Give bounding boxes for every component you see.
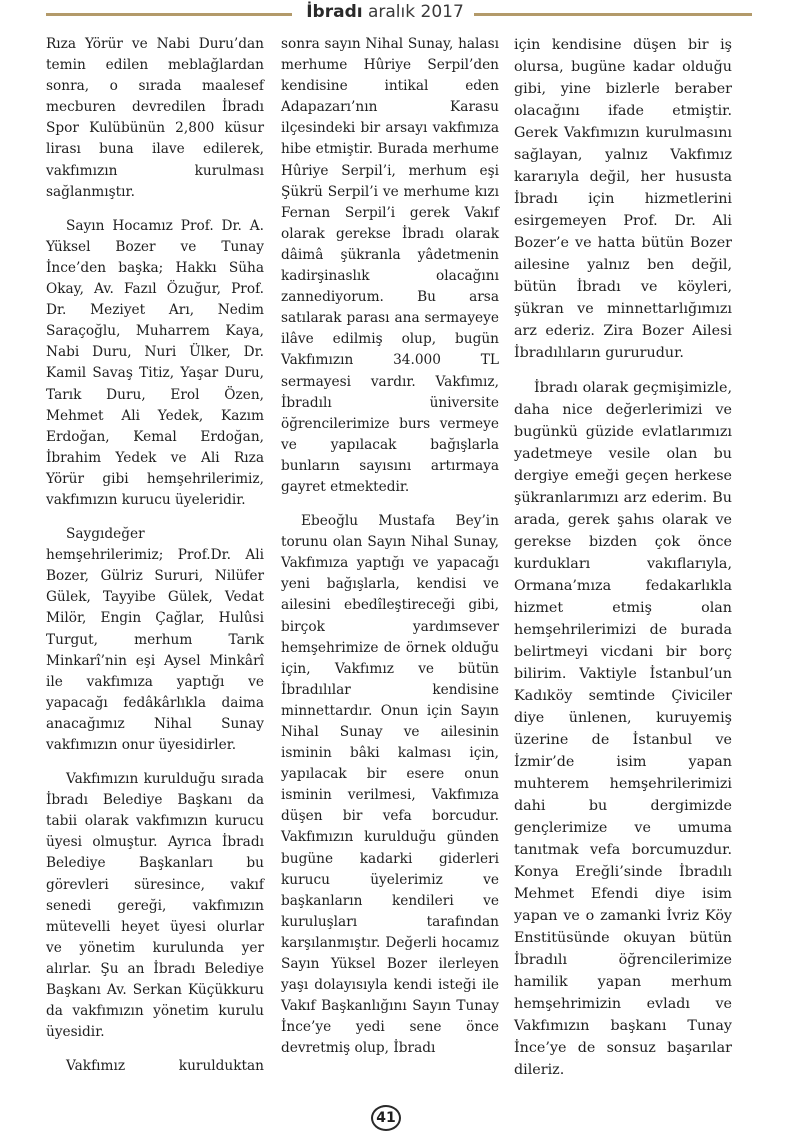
paragraph: Vakfımızın kurulduğu sırada İbradı Belediye Başkanı da tabii olarak vakfımızın kurucu üyesi olmuştur. Ayrıca İbradı Belediye Başkanları bu görevleri süresince, vakıf senedi gereği, vakfımızın mütevelli heyet üyesi olurlar ve yönetim kurulunda yer alırlar. Şu an İbradı Belediye Başkanı Av. Serkan Küçükkuru da vakfımızın yönetim kurulu üyesidir. bbox=[46, 771, 264, 1041]
paragraph: Sayın Hocamız Prof. Dr. A. Yüksel Bozer ve Tunay İnce’den başka; Hakkı Süha Okay, Av. Fazıl Özuğur, Prof. Dr. Meziyet Arı, Nedim Saraçoğlu, Muharrem Kaya, Nabi Duru, Nuri Ülker, Dr. Kamil Savaş Titiz, Yaşar Duru, Tarık Duru, Erol Özen, Mehmet Ali Yedek, Kazım Erdoğan, Kemal Erdoğan, İbrahim Yedek ve Ali Rıza Yörür gibi hemşehrilerimiz, vakfımızın kurucu üyeleridir. bbox=[46, 217, 264, 508]
paragraph: sonra sayın Nihal Sunay, halası merhume Hûriye Serpil’den kendisine intikal eden Adapazarı’nın Karasu ilçesindeki bir arsayı vakfımıza hibe etmiştir. Burada merhume Hûriye Serpil’i, merhum eşi Şükrü Serpil’i ve merhume kızı Fernan Serpil’i gerek Vakıf olarak gerekse İbradı olarak dâimâ şükranla yâdetmenin kadirşinaslık olacağını zannediyorum. Bu arsa satılarak parası ana sermayeye ilâve edilmiş olup, bugün Vakfımızın 34.000 TL sermayesi vardır. Vakfımız, İbradılı üniversite öğrencilerimize burs vermeye ve yapılacak bağışlarla bunların sayısını artırmaya gayret etmektedir. bbox=[281, 36, 499, 495]
header-rule-left bbox=[46, 13, 292, 16]
running-head bbox=[300, 2, 470, 22]
paragraph: için kendisine düşen bir iş olursa, bugüne kadar olduğu gibi, yine bizlerle beraber olacağını ifade etmiştir. Gerek Vakfımızın kurulmasını sağlayan, yalnız Vakfımız kararıyla değil, her hususta İbradı için hizmetlerini esirgemeyen Prof. Dr. Ali Bozer’e ve hatta bütün Bozer ailesine yalnız ben değil, bütün İbradı ve köyleri, şükran ve minnettarlığımızı arz ederiz. Zira Bozer Ailesi İbradılıların gururudur. bbox=[514, 37, 732, 361]
page-number: 41 bbox=[371, 1105, 401, 1131]
magazine-name: İbradı bbox=[306, 2, 363, 22]
paragraph: Vakfımız kurulduktan bbox=[66, 1058, 264, 1075]
paragraph: İbradı olarak geçmişimizle, daha nice değerlerimizi ve bugünkü güzide evlatlarımızı yadetmeye vesile olan bu dergiye emeği geçen herkese şükranlarımızı arz ederim. Bu arada, gerek şahıs olarak ve gerekse bizden çok önce kurdukları vakıflarıyla, Ormana’mıza fedakarlıkla hizmet etmiş olan hemşehrilerimizi de burada belirtmeyi vicdani bir borç bilirim. Vaktiyle İstanbul’un Kadıköy semtinde Çiviciler diye ünlenen, kuruyemiş üzerine de İstanbul ve İzmir’de isim yapan muhterem hemşehrilerimizi dahi bu dergimizde gençlerimize ve umuma tanıtmak vefa borcumuzdur. Konya Ereğli’sinde İbradılı Mehmet Efendi diye isim yapan ve o zamanki İvriz Köy Enstitüsünde okuyan bütün İbradılı öğrencilerimize hamilik yapan merhum hemşehrimizin evladı ve Vakfımızın başkanı Tunay İnce’ye de sonsuz başarılar dileriz. bbox=[514, 380, 732, 1078]
text-column-2 bbox=[281, 34, 499, 1073]
paragraph: Saygıdeğer hemşehrilerimiz; Prof.Dr. Ali Bozer, Gülriz Sururi, Nilüfer Gülek, Tayyibe Gülek, Vedat Milör, Engin Çağlar, Hulûsi Turgut, merhum Tarık Minkarî’nin eşi Aysel Minkârî ile vakfımıza yaptığı ve yapacağı fedâkârlıkla daima anacağımız Nihal Sunay vakfımızın onur üyesidirler. bbox=[46, 526, 264, 753]
text-column-1 bbox=[46, 34, 264, 1090]
text-column-3 bbox=[514, 34, 732, 1094]
issue-date: aralık 2017 bbox=[367, 2, 464, 22]
paragraph: Ebeoğlu Mustafa Bey’in torunu olan Sayın Nihal Sunay, Vakfımıza yaptığı ve yapacağı yeni bağışlarla, kendisi ve ailesini ebedîleştireceği gibi, birçok yardımsever hemşehrimize de örnek olduğu için, Vakfımız ve bütün İbradılılar kendisine minnettardır. Onun için Sayın Nihal Sunay ve ailesinin isminin bâki kalması için, yapılacak bir esere onun isminin verilmesi, Vakfımıza düşen bir vefa borcudur. Vakfımızın kurulduğu günden bugüne kadarki giderleri kurucu üyelerimiz ve başkanların kendileri ve kuruluşları tarafından karşılanmıştır. Değerli hocamız Sayın Yüksel Bozer ilerleyen yaşı dolayısıyla kendi isteği ile Vakıf Başkanlığını Sayın Tunay İnce’ye yedi sene önce devretmiş olup, İbradı bbox=[281, 513, 499, 1057]
header-rule-right bbox=[474, 13, 752, 16]
paragraph: Rıza Yörür ve Nabi Duru’dan temin edilen meblağlardan sonra, o sırada maalesef mecburen devredilen İbradı Spor Kulübünün 2,800 küsur lirası buna ilave edilerek, vakfımızın kurulması sağlanmıştır. bbox=[46, 36, 264, 200]
page-header bbox=[0, 0, 800, 30]
